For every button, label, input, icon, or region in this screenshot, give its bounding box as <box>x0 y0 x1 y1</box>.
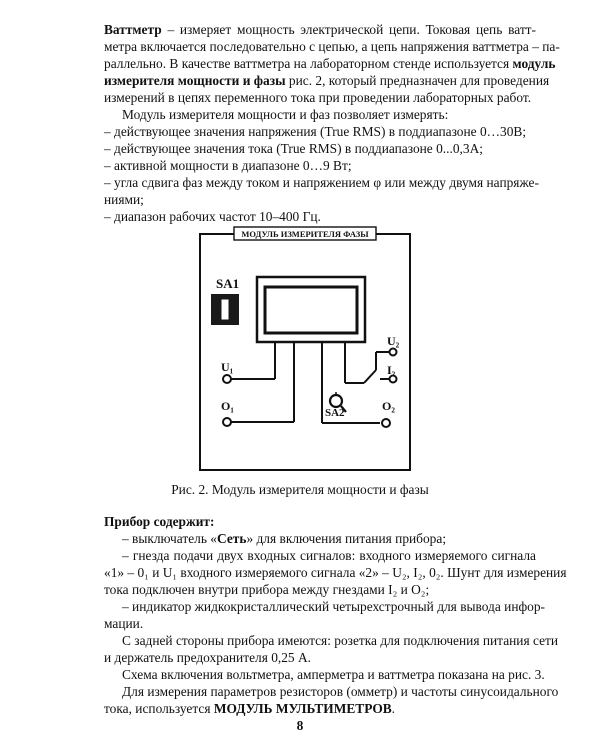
intro-list-current: – действующее значения тока (True RMS) в поддиапазоне 0...0,3А; <box>104 141 483 156</box>
figure-caption: Рис. 2. Модуль измерителя мощности и фазы <box>171 482 429 497</box>
sa2-knob-icon <box>330 395 342 407</box>
o1-terminal <box>223 418 231 426</box>
device-ohmmeter-cont: тока, используется МОДУЛЬ МУЛЬТИМЕТРОВ. <box>104 701 396 716</box>
device-rear-panel-cont: и держатель предохранителя 0,25 А. <box>104 650 311 665</box>
page-number: 8 <box>296 718 304 733</box>
device-item-switch: – выключатель «Сеть» для включения питания прибора; <box>122 531 447 546</box>
device-ohmmeter: Для измерения параметров резисторов (омметр) и частоты синусоидального <box>122 684 559 699</box>
intro-line-6: Модуль измерителя мощности и фаз позволяет измерять: <box>122 107 449 122</box>
device-item-inputs-cont: «1» – 0₁ и U₁ входного измеряемого сигнала «2» – U₂, I₂, 0₂. Шунт для измерения <box>104 565 567 580</box>
panel-title: МОДУЛЬ ИЗМЕРИТЕЛЯ ФАЗЫ <box>241 229 369 239</box>
intro-line-2: метра включается последовательно с цепью, а цепь напряжения ваттметра – па- <box>104 39 560 54</box>
device-item-shunt: тока подключен внутри прибора между гнездами I₂ и O₂; <box>104 582 430 597</box>
intro-list-frequency: – диапазон рабочих частот 10–400 Гц. <box>104 209 321 224</box>
sa1-label: SA1 <box>216 276 240 291</box>
device-scheme-ref: Схема включения вольтметра, амперметра и ваттметра показана на рис. 3. <box>122 667 545 682</box>
o1-label: O₁ <box>221 399 234 413</box>
intro-list-voltage: – действующее значения напряжения (True RMS) в поддиапазоне 0…30В; <box>104 124 527 139</box>
sa2-label: SA2 <box>325 407 345 419</box>
o2-terminal <box>382 419 390 427</box>
device-rear-panel: С задней стороны прибора имеются: розетка для подключения питания сети <box>122 633 559 648</box>
intro-line-3: раллельно. В качестве ваттметра на лабораторном стенде используется модуль <box>104 56 556 71</box>
u2-terminal <box>390 349 397 356</box>
intro-line-4: измерителя мощности и фазы рис. 2, который предназначен для проведения <box>104 73 550 88</box>
wattmeter-term: Ваттметр <box>104 22 162 37</box>
intro-line-1: Ваттметр – измеряет мощность электрической цепи. Токовая цепь ватт- <box>104 22 536 37</box>
intro-list-phase: – угла сдвига фаз между током и напряжением φ или между двумя напряже- <box>104 175 539 190</box>
i2-label: I₂ <box>387 363 396 377</box>
device-item-lcd-cont: мации. <box>104 616 144 631</box>
u1-label: U₁ <box>221 360 234 374</box>
intro-list-power: – активной мощности в диапазоне 0…9 Вт; <box>104 158 352 173</box>
u1-terminal <box>223 375 231 383</box>
lcd-display-inner <box>265 287 357 333</box>
intro-line-5: измерений в цепях переменного тока при проведении лабораторных работ. <box>104 90 532 105</box>
device-item-inputs: – гнезда подачи двух входных сигналов: входного измеряемого сигнала <box>122 548 536 563</box>
u2-label: U₂ <box>387 334 400 348</box>
device-item-lcd: – индикатор жидкокристаллический четырехстрочный для вывода инфор- <box>122 599 546 614</box>
o2-label: O₂ <box>382 399 395 413</box>
intro-list-phase-cont: ниями; <box>104 192 144 207</box>
device-heading: Прибор содержит: <box>104 514 215 529</box>
